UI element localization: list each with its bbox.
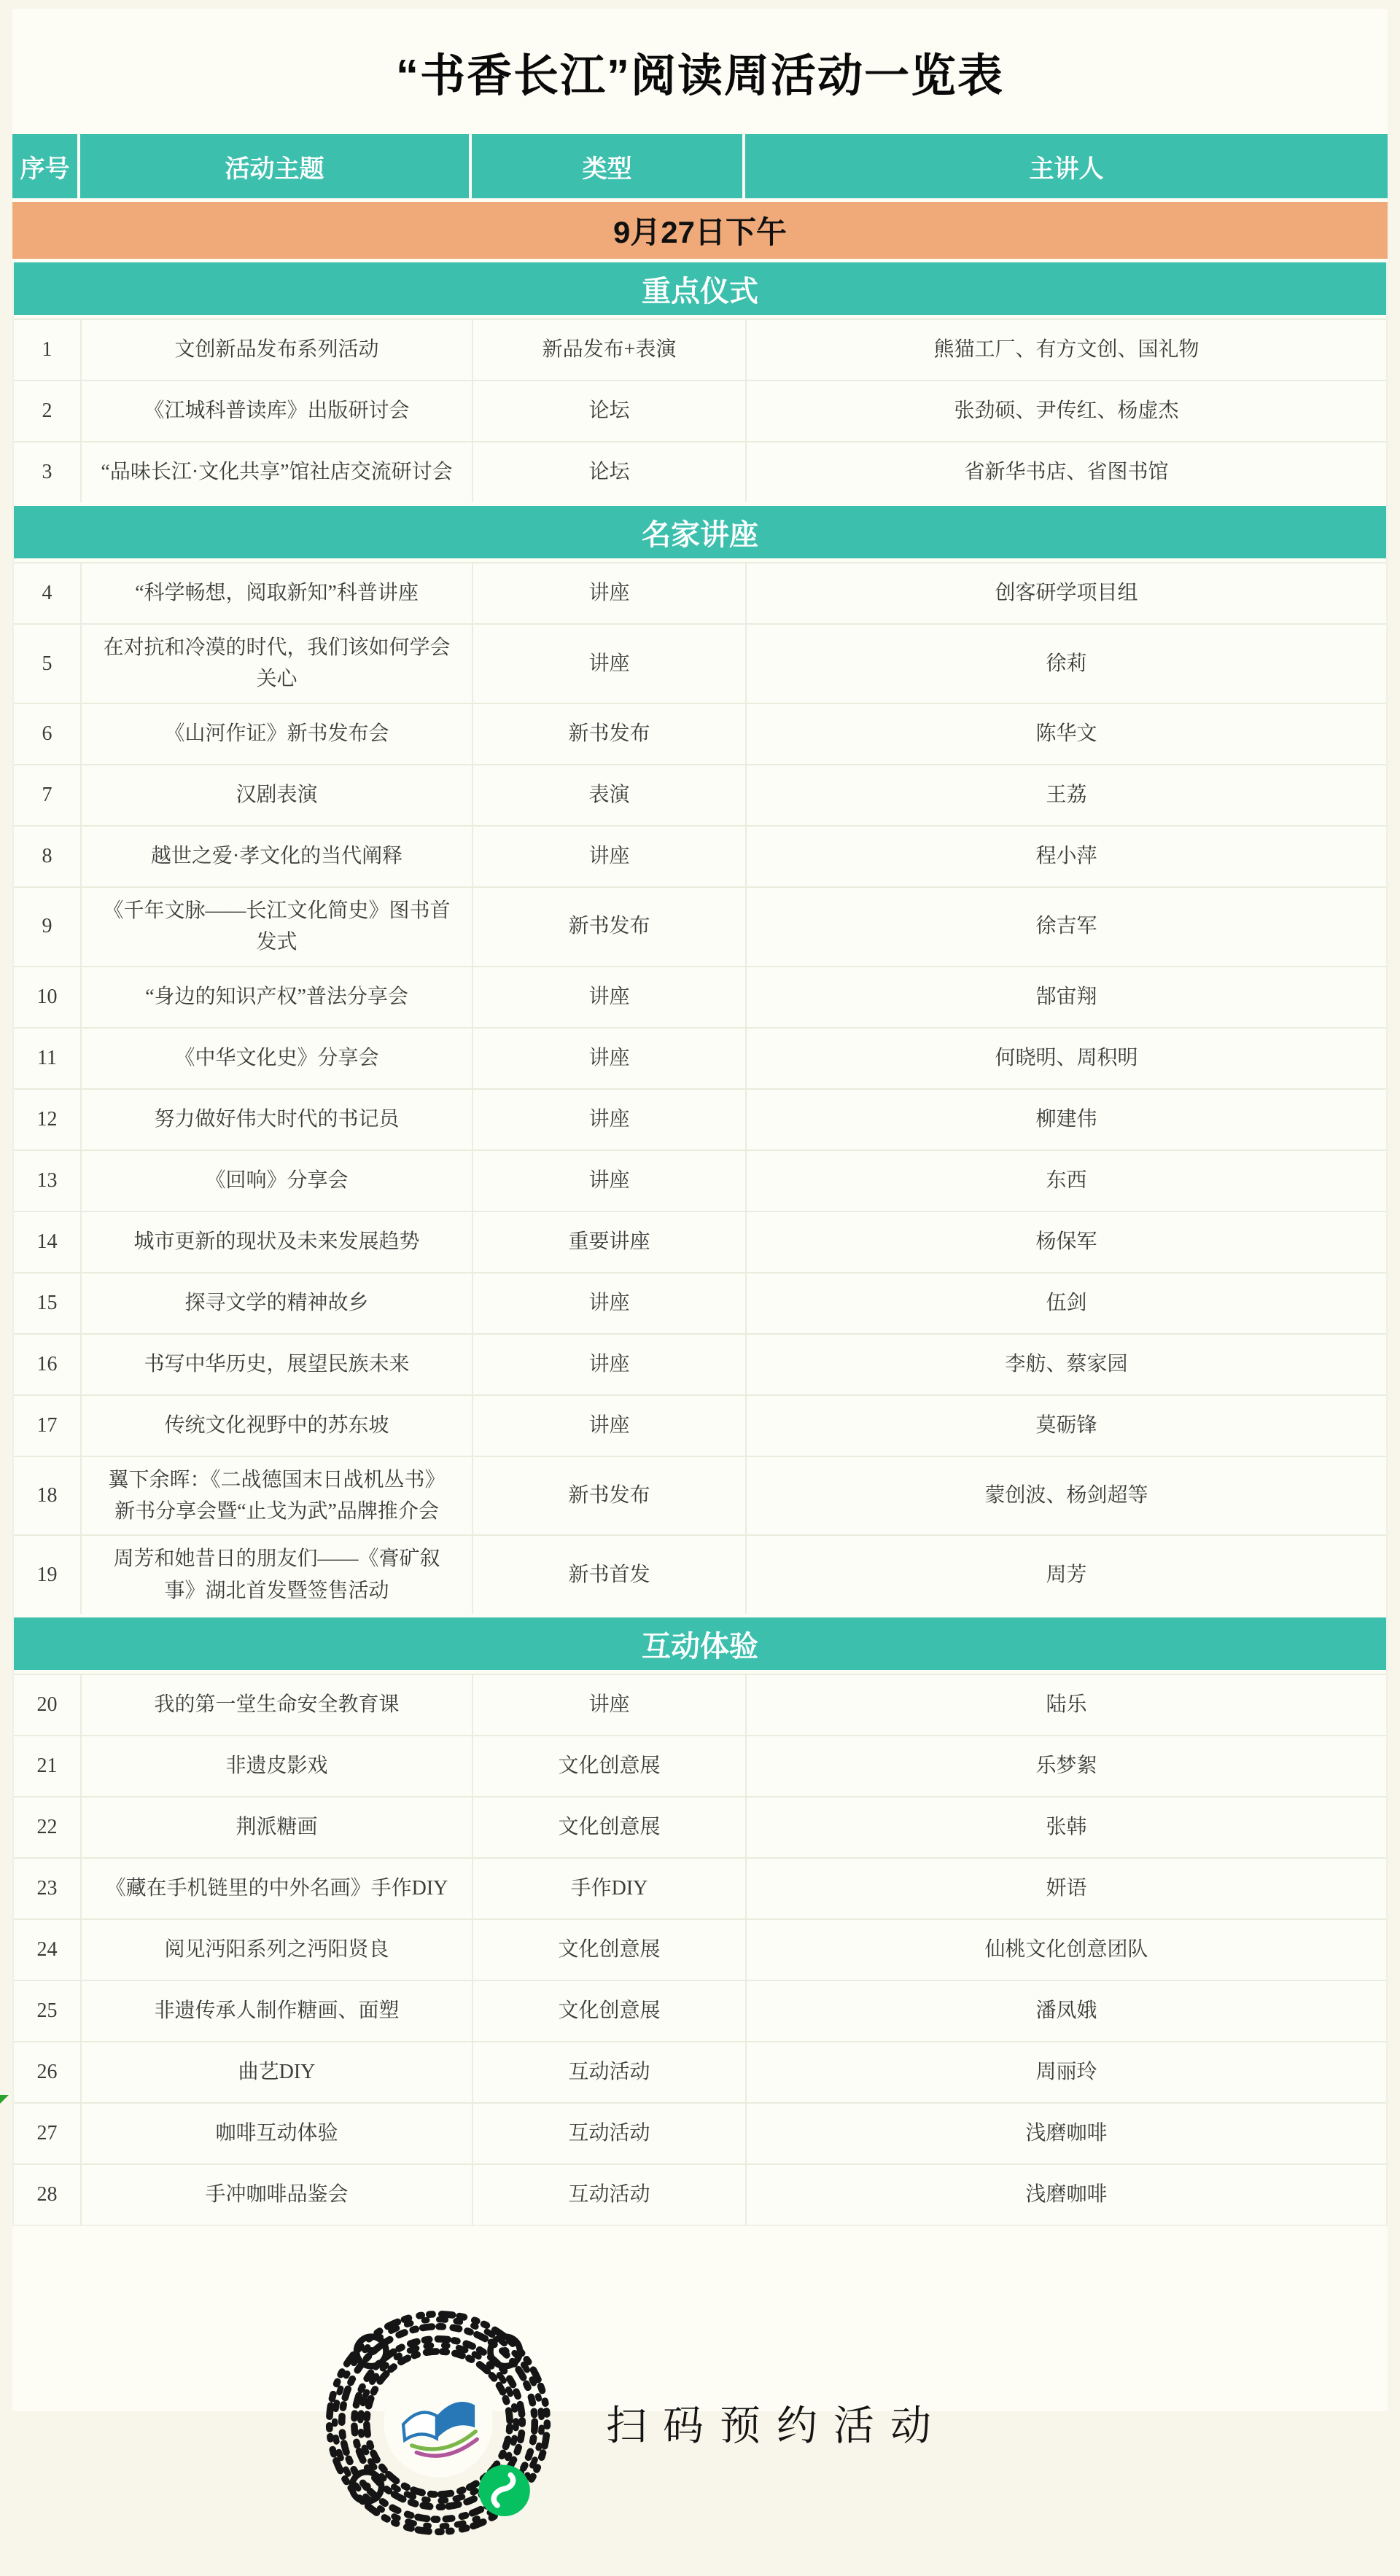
table-row — [14, 703, 1386, 764]
table-row — [14, 1027, 1386, 1088]
cell-speaker: 东西 — [1046, 1168, 1087, 1192]
cell-topic: 《江城科普读库》出版研讨会 — [82, 381, 473, 441]
scan-hint-text: 扫码预约活动 — [606, 2404, 947, 2450]
cell-type: 讲座 — [473, 1029, 747, 1088]
cell-topic: 文创新品发布系列活动 — [82, 320, 473, 380]
cell-topic: 周芳和她昔日的朋友们——《膏矿叙事》湖北首发暨签售活动 — [82, 1536, 473, 1614]
header-col-speaker: 主讲人 — [1029, 155, 1104, 183]
cell-no: 22 — [14, 1798, 82, 1857]
cell-type: 文化创意展 — [473, 1798, 747, 1857]
cell-topic: 越世之爱·孝文化的当代阐释 — [82, 827, 473, 886]
sheet-corner-marker — [0, 2095, 9, 2104]
cell-type: 文化创意展 — [473, 1736, 747, 1796]
cell-speaker: 莫砺锋 — [1035, 1413, 1097, 1437]
table-row — [14, 1534, 1386, 1614]
cell-topic: 曲艺DIY — [82, 2042, 473, 2102]
cell-topic: 《山河作证》新书发布会 — [82, 704, 473, 764]
cell-topic: 汉剧表演 — [82, 765, 473, 825]
cell-speaker: 何晓明、周积明 — [995, 1046, 1138, 1069]
cell-speaker: 熊猫工厂、有方文创、国礼物 — [933, 338, 1199, 362]
cell-type: 互动活动 — [473, 2104, 747, 2163]
cell-type: 新书发布 — [473, 888, 747, 966]
cell-no: 27 — [14, 2104, 82, 2163]
table-row — [14, 966, 1386, 1027]
table-row — [14, 1272, 1386, 1333]
cell-no: 4 — [14, 563, 82, 623]
table-row — [14, 1980, 1386, 2041]
cell-speaker: 郜宙翔 — [1035, 985, 1097, 1008]
cell-no: 24 — [14, 1920, 82, 1980]
cell-type: 新书发布 — [473, 704, 747, 764]
cell-topic: “身边的知识产权”普法分享会 — [82, 967, 473, 1027]
cell-topic: 非遗皮影戏 — [82, 1736, 473, 1796]
cell-no: 14 — [14, 1212, 82, 1272]
cell-speaker: 陆乐 — [1046, 1693, 1087, 1717]
section-banner — [14, 506, 1386, 558]
table-row — [14, 1735, 1386, 1796]
table-row — [14, 1674, 1386, 1735]
page-title: “书香长江”阅读周活动一览表 — [395, 50, 1004, 101]
cell-type: 手作DIY — [473, 1859, 747, 1919]
cell-no: 13 — [14, 1151, 82, 1211]
cell-type: 新书发布 — [473, 1457, 747, 1535]
header-col-topic: 活动主题 — [80, 134, 472, 198]
cell-type: 新品发布+表演 — [473, 320, 747, 380]
table-row — [14, 1088, 1386, 1150]
cell-speaker: 张韩 — [1046, 1816, 1087, 1839]
table-row — [14, 2102, 1386, 2163]
section-banner-label: 互动体验 — [642, 1630, 758, 1663]
cell-speaker: 王荔 — [1046, 784, 1087, 807]
cell-no: 23 — [14, 1859, 82, 1919]
cell-no: 16 — [14, 1335, 82, 1394]
cell-type: 讲座 — [473, 1675, 747, 1735]
cell-speaker: 杨保军 — [1035, 1230, 1097, 1253]
table-row — [14, 886, 1386, 966]
cell-no: 25 — [14, 1981, 82, 2041]
table-row — [14, 1796, 1386, 1857]
cell-no: 19 — [14, 1536, 82, 1614]
title-band — [12, 9, 1388, 134]
cell-no: 12 — [14, 1090, 82, 1150]
cell-type: 讲座 — [473, 967, 747, 1027]
cell-speaker: 周芳 — [1046, 1564, 1087, 1587]
cell-no: 18 — [14, 1457, 82, 1535]
wechat-badge-icon — [478, 2465, 529, 2516]
cell-topic: 城市更新的现状及未来发展趋势 — [82, 1212, 473, 1272]
cell-topic: “品味长江·文化共享”馆社店交流研讨会 — [82, 442, 473, 502]
cell-type: 文化创意展 — [473, 1981, 747, 2041]
cell-topic: 咖啡互动体验 — [82, 2104, 473, 2163]
cell-no: 7 — [14, 765, 82, 825]
cell-speaker: 程小萍 — [1035, 845, 1097, 868]
cell-topic: 我的第一堂生命安全教育课 — [82, 1675, 473, 1735]
table-row — [14, 764, 1386, 825]
cell-topic: 阅见沔阳系列之沔阳贤良 — [82, 1920, 473, 1980]
table-body — [12, 262, 1388, 2226]
cell-type: 讲座 — [473, 563, 747, 623]
section-banner-label: 名家讲座 — [642, 518, 758, 551]
cell-topic: 努力做好伟大时代的书记员 — [82, 1090, 473, 1150]
cell-topic: 荆派糖画 — [82, 1798, 473, 1857]
table-row — [14, 1150, 1386, 1211]
table-row — [14, 1211, 1386, 1272]
cell-no: 26 — [14, 2042, 82, 2102]
table-header-row — [12, 134, 1388, 198]
cell-topic: 《藏在手机链里的中外名画》手作DIY — [82, 1859, 473, 1919]
cell-topic: 《千年文脉——长江文化简史》图书首发式 — [82, 888, 473, 966]
cell-speaker: 张劲硕、尹传红、杨虚杰 — [954, 399, 1179, 423]
cell-topic: 书写中华历史，展望民族未来 — [82, 1335, 473, 1394]
cell-type: 讲座 — [473, 827, 747, 886]
table-row — [14, 2163, 1386, 2225]
cell-no: 21 — [14, 1736, 82, 1796]
cell-speaker: 陈华文 — [1035, 722, 1097, 746]
cell-topic: 探寻文学的精神故乡 — [82, 1273, 473, 1333]
cell-type: 论坛 — [473, 381, 747, 441]
table-row — [14, 1394, 1386, 1456]
cell-no: 10 — [14, 967, 82, 1027]
cell-type: 讲座 — [473, 625, 747, 703]
cell-type: 新书首发 — [473, 1536, 747, 1614]
cell-no: 11 — [14, 1029, 82, 1088]
table-row — [14, 319, 1386, 380]
cell-speaker: 徐莉 — [1046, 652, 1087, 675]
cell-topic: 传统文化视野中的苏东坡 — [82, 1396, 473, 1456]
cell-no: 1 — [14, 320, 82, 380]
cell-speaker: 徐吉军 — [1035, 915, 1097, 938]
table-row — [14, 1456, 1386, 1535]
cell-type: 互动活动 — [473, 2042, 747, 2102]
activity-sheet — [12, 9, 1388, 2450]
table-row — [14, 1333, 1386, 1394]
cell-type: 互动活动 — [473, 2165, 747, 2225]
cell-type: 表演 — [473, 765, 747, 825]
cell-no: 17 — [14, 1396, 82, 1456]
cell-speaker: 浅磨咖啡 — [1025, 2183, 1108, 2206]
cell-speaker: 乐梦絮 — [1035, 1755, 1097, 1778]
cell-speaker: 李舫、蔡家园 — [1005, 1352, 1128, 1375]
table-row — [14, 1919, 1386, 1980]
cell-no: 15 — [14, 1273, 82, 1333]
cell-type: 重要讲座 — [473, 1212, 747, 1272]
cell-type: 讲座 — [473, 1335, 747, 1394]
cell-type: 论坛 — [473, 442, 747, 502]
table-row — [14, 562, 1386, 623]
cell-topic: 翼下余晖：《二战德国末日战机丛书》新书分享会暨“止戈为武”品牌推介会 — [82, 1457, 473, 1535]
cell-speaker: 潘凤娥 — [1035, 1999, 1097, 2023]
cell-topic: “科学畅想，阅取新知”科普讲座 — [82, 563, 473, 623]
cell-speaker: 伍剑 — [1046, 1291, 1087, 1314]
table-row — [14, 380, 1386, 441]
cell-topic: 《回响》分享会 — [82, 1151, 473, 1211]
table-row — [14, 623, 1386, 703]
cell-no: 20 — [14, 1675, 82, 1735]
cell-no: 2 — [14, 381, 82, 441]
cell-speaker: 创客研学项目组 — [995, 582, 1138, 605]
cell-no: 28 — [14, 2165, 82, 2225]
cell-topic: 在对抗和冷漠的时代，我们该如何学会关心 — [82, 625, 473, 703]
cell-type: 讲座 — [473, 1151, 747, 1211]
table-row — [14, 2041, 1386, 2102]
cell-type: 讲座 — [473, 1090, 747, 1150]
section-banner — [14, 262, 1386, 315]
cell-speaker: 周丽玲 — [1035, 2061, 1097, 2084]
header-col-no: 序号 — [12, 134, 80, 198]
cell-topic: 手冲咖啡品鉴会 — [82, 2165, 473, 2225]
cell-no: 3 — [14, 442, 82, 502]
cell-type: 文化创意展 — [473, 1920, 747, 1980]
cell-no: 8 — [14, 827, 82, 886]
cell-speaker: 省新华书店、省图书馆 — [964, 461, 1169, 484]
cell-type: 讲座 — [473, 1273, 747, 1333]
table-row — [14, 441, 1386, 502]
section-banner — [14, 1617, 1386, 1670]
header-col-type: 类型 — [472, 134, 745, 198]
wechat-minicode-icon — [322, 2306, 555, 2540]
table-row — [14, 1857, 1386, 1919]
cell-topic: 非遗传承人制作糖画、面塑 — [82, 1981, 473, 2041]
cell-type: 讲座 — [473, 1396, 747, 1456]
cell-topic: 《中华文化史》分享会 — [82, 1029, 473, 1088]
footer — [0, 2270, 1322, 2576]
date-banner: 9月27日下午 — [12, 202, 1388, 259]
cell-no: 9 — [14, 888, 82, 966]
cell-speaker: 妍语 — [1046, 1877, 1087, 1900]
section-banner-label: 重点仪式 — [642, 275, 758, 308]
cell-no: 6 — [14, 704, 82, 764]
cell-speaker: 柳建伟 — [1035, 1107, 1097, 1131]
table-row — [14, 825, 1386, 886]
cell-speaker: 蒙创波、杨剑超等 — [984, 1484, 1148, 1507]
cell-no: 5 — [14, 625, 82, 703]
cell-speaker: 浅磨咖啡 — [1025, 2122, 1108, 2145]
cell-speaker: 仙桃文化创意团队 — [984, 1938, 1148, 1962]
